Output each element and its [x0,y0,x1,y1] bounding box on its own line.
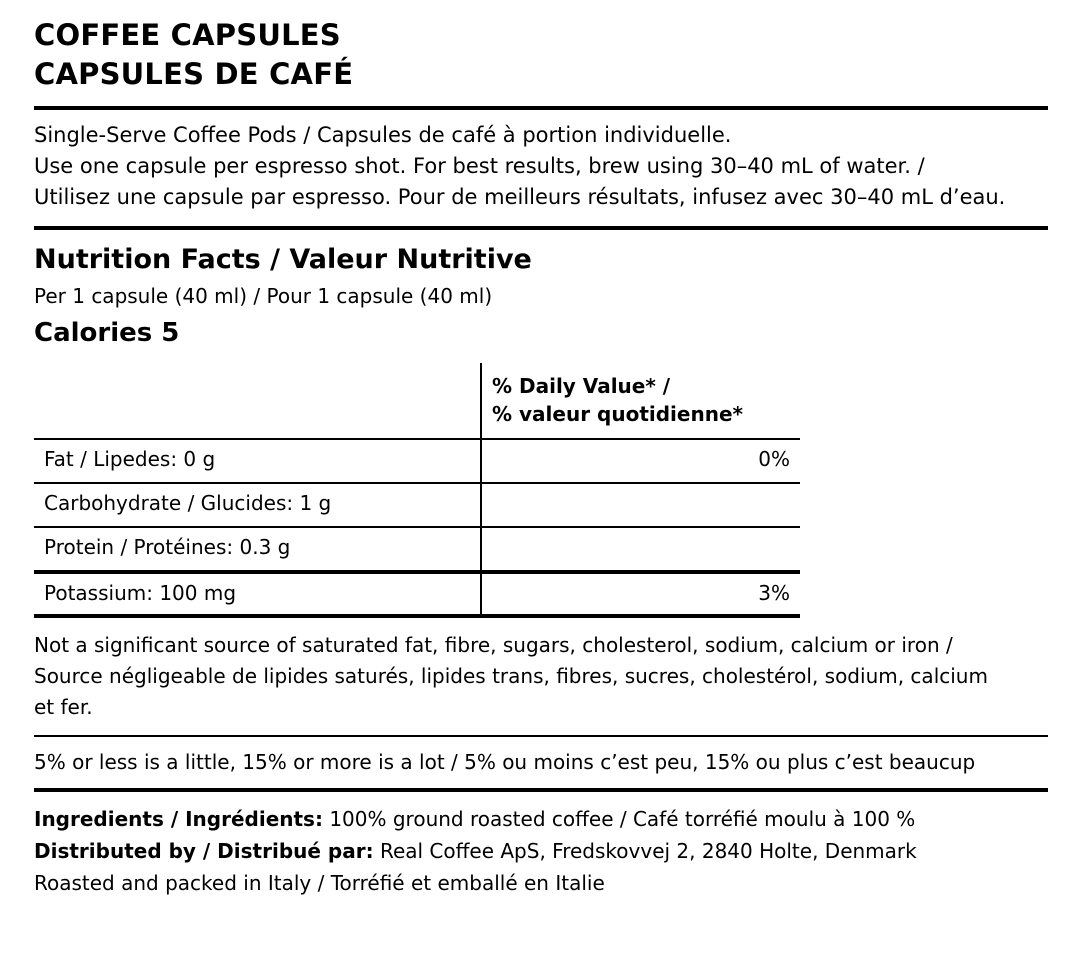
ingredients-line [34,803,1048,835]
product-description [34,110,1048,225]
nutrient-daily-value [481,483,800,527]
roasted-packed-line: Roasted and packed in Italy / Torréfié et emballé en Italie [34,871,605,896]
daily-value-header-en: % Daily Value* / [492,374,671,399]
table-header-row [34,363,800,439]
product-title-en: COFFEE CAPSULES [34,18,341,52]
table-row [34,439,800,483]
table-row [34,527,800,572]
daily-value-header-fr: % valeur quotidienne* [492,402,743,427]
nutrient-name: Fat / Lipedes: 0 g [34,439,481,483]
description-line-1: Single-Serve Coffee Pods / Capsules de café à portion individuelle. [34,123,732,148]
calories: Calories 5 [34,317,180,348]
nutrition-facts-heading: Nutrition Facts / Valeur Nutritive [34,243,532,275]
description-line-2: Use one capsule per espresso shot. For best results, brew using 30–40 mL of water. / [34,154,925,179]
table-row [34,572,800,616]
product-title [34,16,1048,94]
nutrition-table [34,363,800,618]
product-title-fr: CAPSULES DE CAFÉ [34,57,354,92]
distributed-by-value: Real Coffee ApS, Fredskovvej 2, 2840 Holte, Denmark [373,839,917,864]
serving-size: Per 1 capsule (40 ml) / Pour 1 capsule (40 ml) [34,283,493,308]
nutrient-name: Carbohydrate / Glucides: 1 g [34,483,481,527]
distributed-by-line [34,835,1048,867]
nutrient-name: Potassium: 100 mg [34,572,481,616]
nutrient-name: Protein / Protéines: 0.3 g [34,527,481,572]
ingredients-block [34,792,1048,899]
nutrient-daily-value: 3% [481,572,800,616]
not-significant-source-note [34,618,1064,723]
daily-value-footnote: 5% or less is a little, 15% or more is a lot / 5% ou moins c’est peu, 15% ou plus c’est beaucup [34,750,976,775]
ingredients-value: 100% ground roasted coffee / Café torréfié moulu à 100 % [322,807,916,832]
not-significant-line-1: Not a significant source of saturated fat, fibre, sugars, cholesterol, sodium, calcium or iron / [34,633,953,658]
not-significant-line-2: Source négligeable de lipides saturés, lipides trans, fibres, sucres, cholestérol, sodium, calcium [34,664,988,689]
ingredients-label: Ingredients / Ingrédients: [34,807,323,832]
distributed-by-label: Distributed by / Distribué par: [34,839,374,864]
header-blank-cell [34,363,481,439]
description-line-3: Utilisez une capsule par espresso. Pour de meilleurs résultats, infusez avec 30–40 mL d’eau. [34,185,1006,210]
nutrient-daily-value [481,527,800,572]
daily-value-header [481,363,800,439]
table-row [34,483,800,527]
not-significant-line-3: et fer. [34,695,93,720]
nutrient-daily-value: 0% [481,439,800,483]
